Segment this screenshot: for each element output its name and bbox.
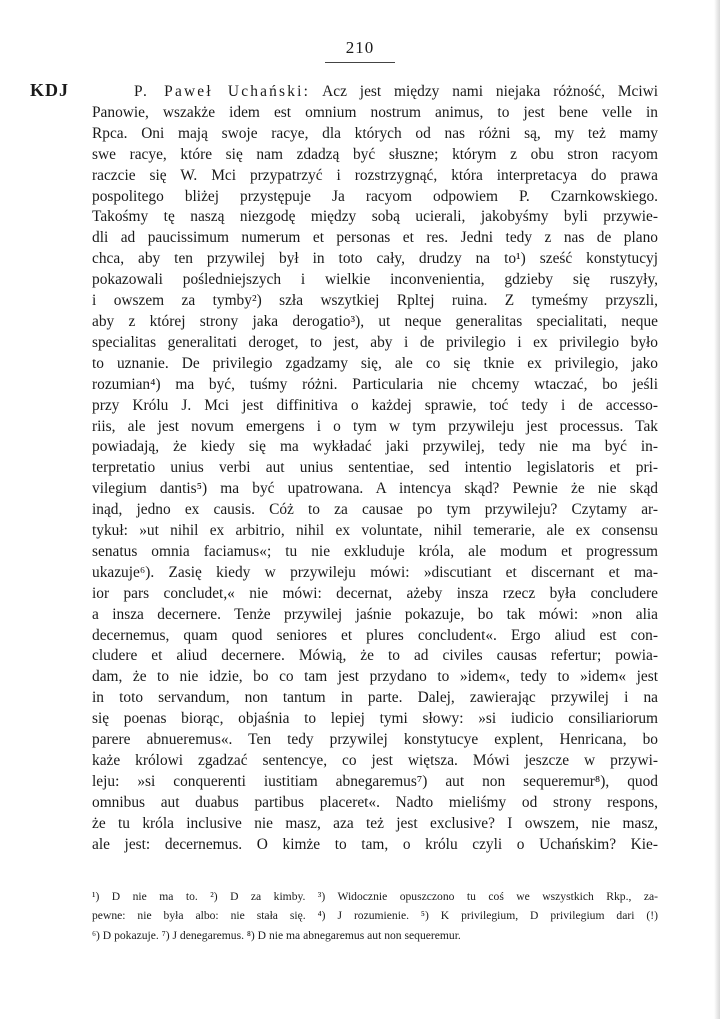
text-line: Panowie, wszakże idem est omnium nostrum animus, to jest bene velle in bbox=[92, 103, 658, 121]
page-number: 210 bbox=[345, 38, 375, 57]
text-line: pokazowali pośledniejszych i wielkie inconvenientia, gdzieby się ruszyły, bbox=[92, 271, 658, 289]
text-line: swe racye, które się nam zdadzą być słuszne; którym z obu stron racyom bbox=[92, 145, 658, 163]
text-line: Takośmy tę naszą niezgodę między sobą ucierali, jakobyśmy byli przywie- bbox=[92, 208, 658, 226]
footnotes bbox=[92, 887, 658, 945]
speaker-name: P. Paweł Uchański: bbox=[134, 83, 311, 100]
text-line: terpretatio unius verbi aut unius sententiae, sed intentio legislatoris et pri- bbox=[92, 459, 658, 477]
text-line: powiadają, że kiedy się ma wykładać jaki przywilej, tedy nie ma być in- bbox=[92, 438, 658, 456]
text-line bbox=[92, 82, 658, 103]
text-line: każe królowi zgadzać sentencye, co jest więtsza. Mówi jeszcze w przywi- bbox=[92, 752, 658, 769]
text-line: in toto servandum, non tantum in parte. Dalej, zawierając przywilej i na bbox=[92, 689, 658, 707]
margin-label: KDJ bbox=[30, 80, 69, 100]
text-line: chca, aby ten przywilej był in toto cały, drudzy na to¹) sześć konstytucyj bbox=[92, 250, 658, 268]
text-line: raczcie się W. Mci przypatrzyć i rozstrzygnąć, która interpretacya do prawa bbox=[92, 166, 658, 184]
text-line: dam, że to nie idzie, bo co tam jest przydano to »idem«, tedy to »idem« jest bbox=[92, 668, 658, 686]
footnote-line: pewne: nie była albo: nie stała się. ⁴) J rozumienie. ⁵) K privilegium, D privilegium dari (!) bbox=[92, 909, 658, 923]
footnote-line: ¹) D nie ma to. ²) D za kimby. ³) Widocznie opuszczono tu coś we wszystkich Rkp., za- bbox=[92, 890, 658, 903]
text-line: ukazuje⁶). Zasię kiedy w przywileju mówi: »discutiant et discernant et ma- bbox=[92, 563, 658, 581]
text-line: riis, ale jest novum emergens i o tym w tym przywileju jest processus. Tak bbox=[92, 417, 658, 435]
text-line: ior pars concludet,« nie mówi: decernat, ażeby insza rzecz była concludere bbox=[92, 584, 658, 602]
text-line: aby z której strony jaka derogatio³), ut neque generalitas specialitati, neque bbox=[92, 312, 658, 330]
text-line: się poenas biorąc, objaśnia to lepiej tymi słowy: »si iudicio consiliariorum bbox=[92, 710, 658, 728]
text-line: Rpca. Oni mają swoje racye, dla których od nas różni są, my też mamy bbox=[92, 124, 658, 142]
text-line: decernemus, quam quod seniores et plures concludent«. Ergo aliud est con- bbox=[92, 626, 658, 644]
text-line: że tu króla inclusive nie masz, aza też jest exclusive? I owszem, nie masz, bbox=[92, 814, 658, 832]
text-line: a insza decernere. Tenże przywilej jaśnie pokazuje, bo tak mówi: »non alia bbox=[92, 605, 658, 623]
text-line: ale jest: decernemus. O kimże to tam, o królu czyli o Uchańskim? Kie- bbox=[92, 835, 658, 853]
text-line: to uznanie. De privilegio zgadzamy się, ale co się tknie ex privilegio, jako bbox=[92, 354, 658, 372]
text-line: vilegium dantis⁵) ma być upatrowana. A intencya skąd? Pewnie że nie skąd bbox=[92, 480, 658, 498]
text-line: dli ad paucissimum numerum et personas et res. Jedni tedy z nas de plano bbox=[92, 229, 658, 247]
text-line: inąd, jedno ex causis. Cóż to za causae po tym przywileju? Czytamy ar- bbox=[92, 501, 658, 519]
text-line: rozumian⁴) ma być, tuśmy różni. Particularia nie chcemy wtaczać, bo jeśli bbox=[92, 375, 658, 393]
text-line: leju: »si conquerenti iustitiam abnegaremus⁷) aut non sequeremur⁸), quod bbox=[92, 772, 658, 790]
text-line: omnibus aut duabus partibus placeret«. Nadto mieliśmy od strony respons, bbox=[92, 793, 658, 811]
footnote-line: ⁶) D pokazuje. ⁷) J denegaremus. ⁸) D nie ma abnegaremus aut non sequeremur. bbox=[92, 928, 461, 942]
page-edge-shadow bbox=[714, 0, 720, 1019]
text-line: parere abnueremus«. Ten tedy przywilej konstytucye explent, Henricana, bo bbox=[92, 731, 658, 749]
text-line: pospolitego bliżej przystępuje Ja racyom odpowiem P. Czarnkowskiego. bbox=[92, 187, 658, 205]
page-number-rule bbox=[325, 62, 395, 63]
body-text bbox=[92, 82, 658, 856]
text-line: i owszem za tymby²) szła wszytkiej Rpltej ruina. Z tymeśmy przyszli, bbox=[92, 292, 658, 310]
text-line: senatus omnia faciamus«; tu nie exkluduje króla, ale modum et progressum bbox=[92, 542, 658, 560]
text-line: przy Królu J. Mci jest diffinitiva o każdej sprawie, toć tedy i de accesso- bbox=[92, 396, 658, 414]
text-line: specialitas generalitati deroget, to jest, aby i de privilegio i ex privilegio było bbox=[92, 333, 658, 351]
text-line: cludere et aliud decernere. Mówią, że to ad civiles causas refertur; powia- bbox=[92, 647, 658, 665]
text-line: tykuł: »ut nihil ex arbitrio, nihil ex voluntate, nihil temerarie, ale ex consensu bbox=[92, 522, 658, 540]
text-line-content: Acz jest między nami niejaka różność, Mciwi bbox=[322, 83, 659, 100]
